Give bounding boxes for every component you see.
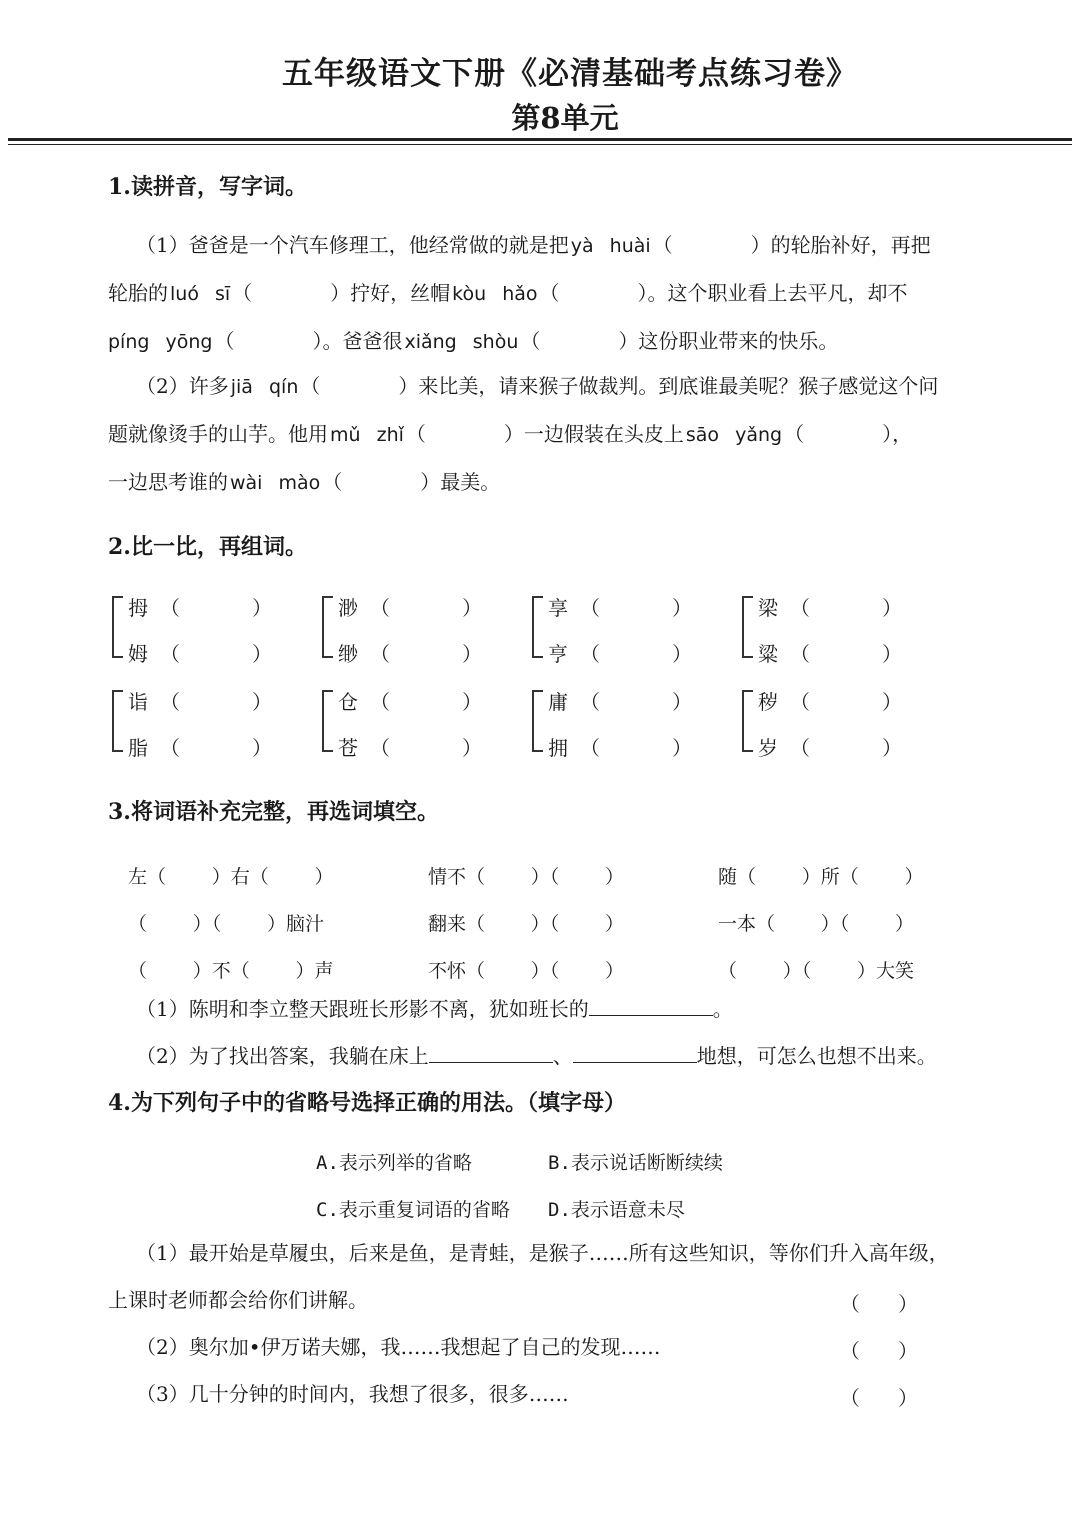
pinyin: jiā qín [230, 376, 299, 398]
idiom-item: 一本（ ）（ ） [718, 913, 915, 935]
char-pair: 诣 脂 （ ） （ ） [108, 678, 318, 772]
q4-sentences: （1）最开始是草履虫，后来是鱼，是青蛙，是猴子……所有这些知识，等你们升入高年级， 上课时老师都会给你们讲解。 （2）奥尔加•伊万诺夫娜，我……我想起了自己的发现…… （3）几十分钟的时间内，我想了很多，很多…… [108, 1241, 949, 1406]
char-pair: 渺 缈 （ ） （ ） [318, 584, 528, 678]
idiom-item: 翻来（ ）（ ） [428, 913, 625, 935]
char-compare-grid [108, 584, 968, 772]
q1-passage-2: （2）许多 jiā qín （ ）来比美，请来猴子做裁判。到底谁最美呢？猴子感觉这个问 题就像烫手的山芋。他用 mǔ zhǐ （ ）一边假装在头皮上 sāo yǎng （ ）， 一边思考谁的 wài mào （ ）最美。 [108, 374, 939, 494]
char-pair: 享 亨 （ ） （ ） [528, 584, 738, 678]
pinyin: xiǎng shòu [404, 331, 519, 353]
fill-blank-line[interactable] [573, 1044, 697, 1063]
idiom-item: 随（ ）所（ ） [718, 866, 924, 888]
q4-title: 4.为下列句子中的省略号选择正确的用法。（填字母） [108, 1090, 626, 1116]
q1-passage-1: （1）爸爸是一个汽车修理工，他经常做的就是把 yà huài （ ）的轮胎补好，再把 轮胎的 luó sī （ ）拧好，丝帽 kòu hǎo （ ）。这个职业看上去平凡，却不 píng yōng （ ）。爸爸很 xiǎng shòu （ ）这份职业带来的快乐。 [108, 233, 931, 353]
pinyin: kòu hǎo [452, 283, 538, 305]
idiom-item: 情不（ ）（ ） [428, 866, 625, 888]
pinyin: píng yōng [108, 331, 213, 353]
header-rule-thick [8, 138, 1072, 141]
page-subtitle: 第8单元 [511, 101, 619, 135]
answer-paren[interactable]: （ ） [839, 1292, 918, 1316]
q1-title: 1.读拼音，写字词。 [108, 174, 307, 200]
answer-paren[interactable]: （ ） [839, 1386, 918, 1410]
fill-blank-line[interactable] [429, 1044, 553, 1063]
char-pair: 仓 苍 （ ） （ ） [318, 678, 528, 772]
header-rule-thin [8, 144, 1072, 145]
pinyin: mǔ zhǐ [330, 424, 404, 446]
fill-blank-line[interactable] [589, 997, 713, 1016]
answer-paren[interactable]: （ ） [839, 1339, 918, 1363]
idiom-item: （ ）（ ）大笑 [718, 960, 915, 982]
q3-title: 3.将词语补充完整，再选词填空。 [108, 799, 439, 825]
option-c: C.表示重复词语的省略 [316, 1199, 510, 1221]
q2-title: 2.比一比，再组词。 [108, 534, 307, 560]
pinyin: sāo yǎng [685, 424, 783, 446]
char-pair: 秽 岁 （ ） （ ） [738, 678, 948, 772]
pinyin: yà huài [570, 235, 651, 257]
option-a: A.表示列举的省略 [316, 1152, 472, 1174]
pinyin: wài mào [230, 472, 321, 494]
char-pair: 拇 姆 （ ） （ ） [108, 584, 318, 678]
option-row-1 [316, 1148, 723, 1175]
q3-sentences: （1）陈明和李立整天跟班长形影不离，犹如班长的 。 （2）为了找出答案，我躺在床上 、 地想，可怎么也想不出来。 [136, 997, 937, 1068]
header [0, 52, 1080, 140]
idiom-item: 左（ ）右（ ） [128, 866, 334, 888]
option-d: D.表示语意未尽 [548, 1199, 685, 1221]
option-row-2 [316, 1195, 685, 1222]
idiom-item: （ ）（ ）脑汁 [128, 913, 325, 935]
char-pair: 梁 粱 （ ） （ ） [738, 584, 948, 678]
idiom-grid [128, 852, 948, 993]
char-pair: 庸 拥 （ ） （ ） [528, 678, 738, 772]
option-b: B.表示说话断断续续 [548, 1152, 723, 1174]
idiom-item: （ ）不（ ）声 [128, 960, 334, 982]
idiom-item: 不怀（ ）（ ） [428, 960, 625, 982]
page-title: 五年级语文下册《必清基础考点练习卷》 [282, 56, 858, 92]
pinyin: luó sī [170, 283, 231, 305]
